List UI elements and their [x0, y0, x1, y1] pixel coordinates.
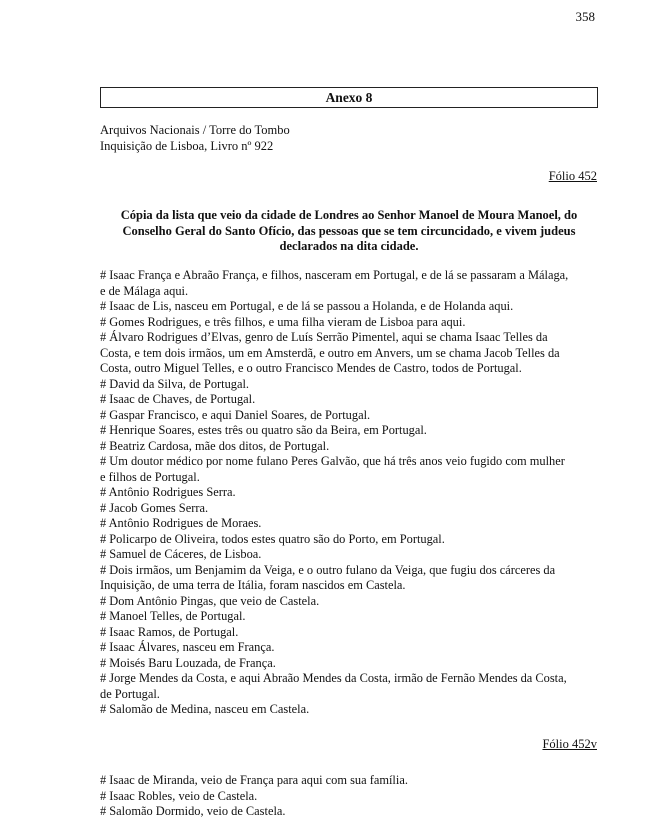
list-entry: [100, 804, 600, 820]
entry-line: # Moisés Baru Louzada, de França.: [100, 655, 276, 670]
list-entry: [100, 625, 600, 641]
entry-line: Inquisição, de uma terra de Itália, foram nascidos em Castela.: [100, 578, 406, 592]
list-entry: [100, 439, 600, 455]
list-entry: [100, 423, 600, 439]
entry-line: # Isaac Robles, veio de Castela.: [100, 788, 258, 803]
list-entry: [100, 501, 600, 517]
page-number: 358: [575, 9, 595, 24]
entry-line: # Isaac de Chaves, de Portugal.: [100, 392, 256, 406]
list-heading: [100, 208, 598, 255]
list-entry: [100, 485, 600, 501]
heading-line: Conselho Geral do Santo Ofício, das pessoas que se tem circuncidado, e vivem judeus: [122, 223, 576, 238]
entry-list-1: [100, 268, 600, 718]
entry-line: # Salomão Dormido, veio de Castela.: [100, 804, 286, 818]
archive-source: [100, 123, 290, 154]
entry-line: # Isaac Ramos, de Portugal.: [100, 624, 239, 639]
list-entry: [100, 392, 600, 408]
entry-line: # Dois irmãos, um Benjamim da Veiga, e o outro fulano da Veiga, que fugiu dos cárceres da: [100, 562, 556, 577]
heading-line: Cópia da lista que veio da cidade de Londres ao Senhor Manoel de Moura Manoel, do: [120, 208, 578, 222]
list-entry: [100, 563, 600, 594]
list-entry: [100, 789, 600, 805]
entry-line: # David da Silva, de Portugal.: [100, 376, 250, 391]
entry-line: # Beatriz Cardosa, mãe dos ditos, de Portugal.: [100, 438, 330, 453]
list-entry: [100, 408, 600, 424]
entry-line: # Dom Antônio Pingas, que veio de Castela.: [100, 593, 320, 608]
entry-line: e filhos de Portugal.: [100, 469, 200, 484]
list-entry: [100, 594, 600, 610]
entry-line: # Gaspar Francisco, e aqui Daniel Soares, de Portugal.: [100, 407, 371, 422]
entry-line: # Samuel de Cáceres, de Lisboa.: [100, 547, 262, 561]
list-entry: [100, 656, 600, 672]
entry-line: # Policarpo de Oliveira, todos estes quatro são do Porto, em Portugal.: [100, 531, 445, 546]
list-entry: [100, 516, 600, 532]
entry-line: e de Málaga aqui.: [100, 283, 189, 298]
annex-title-box: [100, 87, 598, 108]
list-entry: [100, 532, 600, 548]
list-entry: [100, 330, 600, 377]
list-entry: [100, 773, 600, 789]
list-entry: [100, 299, 600, 315]
entry-line: # Salomão de Medina, nasceu em Castela.: [100, 702, 310, 716]
entry-line: # Isaac de Lis, nasceu em Portugal, e de lá se passou a Holanda, e de Holanda aqui.: [100, 299, 514, 313]
folio-label-1: Fólio 452: [548, 169, 597, 183]
list-entry: [100, 609, 600, 625]
entry-line: Costa, e tem dois irmãos, um em Amsterdã, e outro em Anvers, um se chama Jacob Telles da: [100, 345, 560, 360]
entry-list-2: [100, 773, 600, 820]
entry-line: # Henrique Soares, estes três ou quatro são da Beira, em Portugal.: [100, 423, 427, 437]
entry-line: # Um doutor médico por nome fulano Peres Galvão, que há três anos veio fugido com mulher: [100, 454, 565, 468]
entry-line: Costa, outro Miguel Telles, e o outro Francisco Mendes de Castro, todos de Portugal.: [100, 361, 522, 375]
source-line-2: Inquisição de Lisboa, Livro nº 922: [100, 138, 274, 153]
entry-line: # Isaac de Miranda, veio de França para aqui com sua família.: [100, 773, 408, 787]
list-entry: [100, 454, 600, 485]
entry-line: # Antônio Rodrigues de Moraes.: [100, 516, 262, 530]
entry-line: de Portugal.: [100, 686, 160, 701]
entry-line: # Antônio Rodrigues Serra.: [100, 485, 236, 499]
list-entry: [100, 315, 600, 331]
folio-label-2: Fólio 452v: [542, 737, 597, 751]
entry-line: # Álvaro Rodrigues d’Elvas, genro de Luís Serrão Pimentel, aqui se chama Isaac Telles da: [100, 330, 548, 344]
entry-line: # Gomes Rodrigues, e três filhos, e uma filha vieram de Lisboa para aqui.: [100, 314, 466, 329]
entry-line: # Jorge Mendes da Costa, e aqui Abraão Mendes da Costa, irmão de Fernão Mendes da Costa,: [100, 671, 567, 685]
entry-line: # Manoel Telles, de Portugal.: [100, 609, 246, 623]
list-entry: [100, 702, 600, 718]
list-entry: [100, 547, 600, 563]
annex-title: Anexo 8: [325, 90, 373, 105]
heading-line: declarados na dita cidade.: [279, 239, 419, 254]
source-line-1: Arquivos Nacionais / Torre do Tombo: [100, 123, 290, 137]
list-entry: [100, 268, 600, 299]
list-entry: [100, 377, 600, 393]
entry-line: # Isaac Álvares, nasceu em França.: [100, 640, 275, 654]
list-entry: [100, 640, 600, 656]
entry-line: # Jacob Gomes Serra.: [100, 500, 209, 515]
entry-line: # Isaac França e Abraão França, e filhos, nasceram em Portugal, e de lá se passaram a Málaga,: [100, 268, 569, 282]
list-entry: [100, 671, 600, 702]
